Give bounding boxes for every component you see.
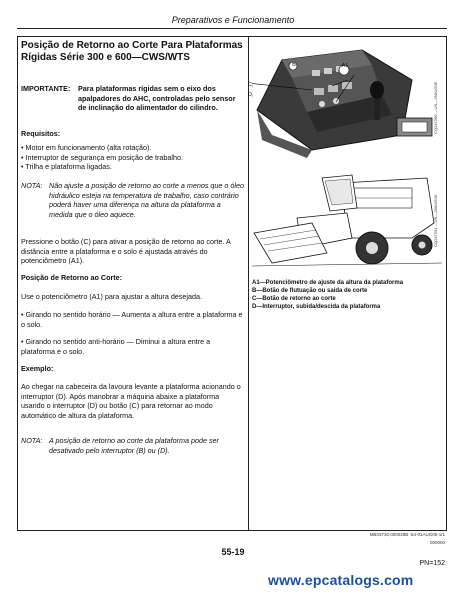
requirements-list: [21, 143, 243, 172]
combine-figure: [252, 163, 442, 271]
footer-doc-code: MB03730,000028B -54-01AUG05-1/1: [369, 532, 445, 537]
footer-doc-code-2: 000000: [429, 540, 445, 545]
paragraph-potentiometer: Use o potenciômetro (A1) para ajustar a altura desejada.: [21, 292, 202, 301]
requirements-title: Requisitos:: [21, 129, 61, 138]
paragraph-example: Ao chegar na cabeceira da lavoura levante a plataforma acionando o interruptor (D). Após manobrar a máquina abaixe a plataforma usando o interruptor (D) ou botão (C) para retornar ao modo automático de altura da plataforma.: [21, 382, 241, 420]
page-number: 55-19: [221, 547, 245, 557]
note1-text: Não ajuste a posição de retorno ao corte a menos que o óleo hidráulico esteja na temperatura de trabalho, caso contrário poderá haver uma diferença na altura da plataforma a medida que o óleo aquece.: [49, 181, 244, 219]
callout-a1-label: A1: [341, 63, 349, 69]
paragraph-activate: Pressione o botão (C) para ativar a posição de retorno ao corte. A distância entre a plataforma e o solo é ajustada através do potenciômetro (A1).: [21, 237, 231, 265]
pn-number: PN=152: [419, 560, 445, 567]
note2-label: NOTA:: [21, 436, 43, 445]
control-panel-callouts: [252, 40, 442, 160]
important-label: IMPORTANTE:: [21, 84, 71, 93]
requirement-item: • Motor em funcionamento (alta rotação).: [21, 143, 243, 153]
header-rule: [17, 28, 447, 29]
section-heading: Posição de Retorno ao Corte Para Plataformas Rígidas Série 300 e 600—CWS/WTS: [21, 40, 243, 63]
legend-item-b: B—Botão de flutuação ou saída de corte: [252, 288, 368, 294]
legend-item-a1: A1—Potenciômetro de ajuste da altura da plataforma: [252, 280, 404, 286]
requirement-item: • Interruptor de segurança em posição de trabalho.: [21, 153, 243, 163]
top-figure-code: CQ247290 —UN—26AUG05: [433, 82, 438, 134]
bullet-counterclockwise: • Girando no sentido anti-horário — Diminui a altura entre a plataforma e o solo.: [21, 337, 211, 356]
legend-item-c: C—Botão de retorno ao corte: [252, 296, 336, 302]
watermark-link[interactable]: www.epcatalogs.com: [268, 572, 414, 588]
sub-heading: Posição de Retorno ao Corte:: [21, 273, 123, 282]
legend-item-d: D—Interruptor, subida/descida da plataforma: [252, 304, 381, 310]
callout-b-label: B: [292, 62, 296, 68]
figure-legend: [252, 279, 444, 311]
note2-text: A posição de retorno ao corte da plataforma pode ser desativado pelo interruptor (B) ou (D).: [49, 436, 219, 455]
bottom-figure-code: CQ247291 —UN—26AUG05: [433, 195, 438, 247]
example-title: Exemplo:: [21, 364, 54, 373]
callout-c-label: C: [248, 82, 252, 88]
page-header-title: Preparativos e Funcionamento: [171, 15, 295, 25]
requirement-item: • Trilha e plataforma ligadas.: [21, 162, 243, 172]
important-text: Para plataformas rígidas sem o eixo dos apalpadores do AHC, controladas pelo sensor de inclinação do alimentador do cilindro.: [78, 84, 236, 112]
column-divider: [248, 36, 249, 531]
callout-d-label: D: [248, 92, 252, 98]
note1-label: NOTA:: [21, 181, 43, 190]
bullet-clockwise: • Girando no sentido horário — Aumenta a altura entre a plataforma e o solo.: [21, 310, 243, 329]
